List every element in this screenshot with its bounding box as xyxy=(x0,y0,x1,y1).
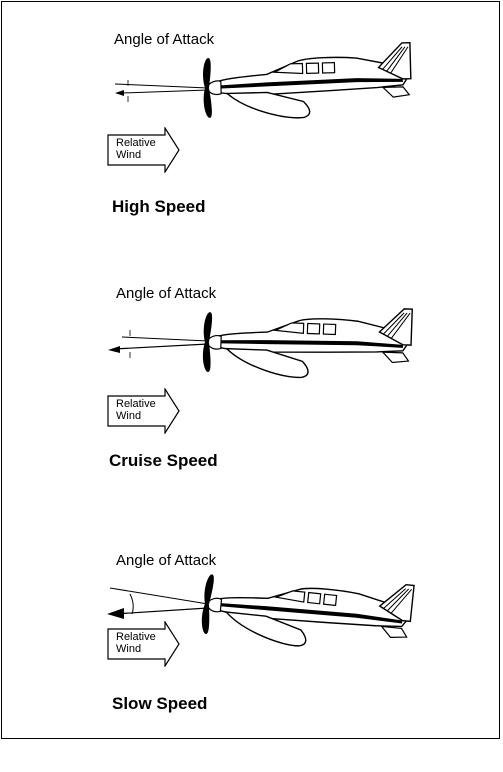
relative-wind-arrow xyxy=(107,388,187,432)
angle-of-attack-label: Angle of Attack xyxy=(116,552,217,569)
angle-of-attack-label: Angle of Attack xyxy=(114,31,215,48)
speed-label-high: High Speed xyxy=(112,197,206,216)
relative-wind-label: Relative Wind xyxy=(116,137,156,161)
speed-label-slow: Slow Speed xyxy=(112,694,208,713)
relative-wind-arrow xyxy=(107,127,187,171)
panel-cruise-speed xyxy=(0,264,503,504)
relative-wind-arrow xyxy=(107,621,187,665)
slow-speed-diagram xyxy=(0,532,503,772)
airplane-icon xyxy=(202,302,412,381)
airplane-icon xyxy=(200,564,414,658)
panel-high-speed xyxy=(0,0,503,240)
panel-slow-speed xyxy=(0,532,503,772)
relative-wind-label: Relative Wind xyxy=(116,631,156,655)
cruise-speed-diagram xyxy=(0,264,503,504)
speed-label-cruise: Cruise Speed xyxy=(109,451,218,470)
angle-of-attack-label: Angle of Attack xyxy=(116,285,217,302)
high-speed-diagram xyxy=(0,0,503,240)
relative-wind-label: Relative Wind xyxy=(116,398,156,422)
airplane-icon xyxy=(202,43,411,121)
